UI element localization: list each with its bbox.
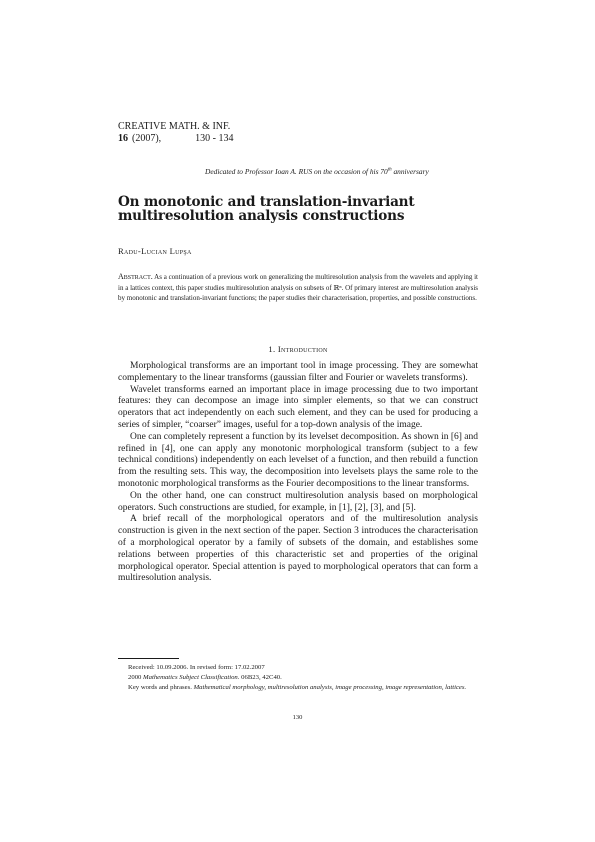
abstract (118, 272, 478, 304)
abstract-label: Abstract. (118, 272, 153, 281)
paragraph: On the other hand, one can construct multiresolution analysis based on morphological operators. Such constructions are studied, for example, in [1], [2], [3], and [5]. (118, 490, 478, 513)
dedication (205, 167, 429, 176)
paragraph: A brief recall of the morphological operators and of the multiresolution analysis construction is given in the next section of the paper. Section 3 introduces the characterisation of a morphological operator by a family of subsets of the domain, and establishes some relations between properties of this characteristic set and properties of the original morphological operator. Special attention is payed to morphological operators that can form a multiresolution analysis. (118, 514, 478, 584)
journal-volume: 16 (118, 133, 128, 144)
footnote-rule (118, 658, 179, 659)
footnote-received: Received: 10.09.2006. In revised form: 17.02.2007 (128, 664, 265, 671)
journal-header (118, 121, 234, 145)
journal-name: CREATIVE MATH. & INF. (118, 121, 231, 132)
paragraph: Morphological transforms are an important tool in image processing. They are somewhat complementary to the linear transforms (gaussian filter and Fourier or wavelets transforms). (118, 361, 478, 383)
abstract-text: As a continuation of a previous work on generalizing the multiresolution analysis from the wavelets and applying it in a lattices context, this paper studies multiresolution analysis on subsets of ℝⁿ. Of primary interest are multiresolution analysis by monotonic and translation-invariant functions; the paper studies their characterisation, properties, and possible constructions. (118, 273, 478, 302)
keywords-text: Mathematical morphology, multiresolution analysis, image processing, image representation, lattices. (193, 683, 467, 691)
dedication-text: Dedicated to Professor Ioan A. RUS on the occasion of his 70 (205, 167, 388, 176)
msc-year: 2000 (128, 673, 142, 681)
msc-label: Mathematics Subject Classification. (143, 673, 240, 681)
journal-year: (2007), (132, 133, 162, 144)
author-name: Radu-Lucian Lupşa (118, 246, 192, 256)
dedication-suffix: anniversary (391, 167, 429, 176)
msc-codes: 06B23, 42C40. (241, 673, 282, 681)
body-text (118, 361, 478, 585)
paragraph: Wavelet transforms earned an important place in image processing due to two important features: they can decompose an image into simpler elements, so that we can construct operators that act independently on each such element, and they can be used for producing a series of simpler, “coarser” images, useful for a top-down analysis of the image. (118, 384, 478, 430)
paragraph: One can completely represent a function by its levelset decomposition. As shown in [6] and refined in [4], one can apply any monotonic morphological transform (subject to a few technical conditions) independently on each levelset of a function, and then rebuild a function from the resulting sets. This way, the decomposition into levelsets plays the same role to the monotonic morphological transforms as the Fourier decompositions to the linear transforms. (118, 431, 478, 489)
footnotes (118, 663, 478, 692)
paper-title (118, 196, 478, 223)
dedication-superscript: th (387, 167, 392, 173)
footnote-keywords (118, 683, 478, 693)
journal-volume-line (118, 133, 234, 145)
journal-pages: 130 - 134 (195, 133, 234, 144)
keywords-label: Key words and phrases. (128, 683, 192, 691)
section-title: Introduction (277, 344, 328, 354)
footnote-msc (118, 673, 478, 683)
section-number: 1. (268, 344, 276, 354)
page-number: 130 (292, 714, 303, 721)
section-heading (118, 344, 478, 354)
title-line-2: multiresolution analysis constructions (118, 207, 405, 224)
title-line-1: On monotonic and translation-invariant (118, 194, 415, 210)
